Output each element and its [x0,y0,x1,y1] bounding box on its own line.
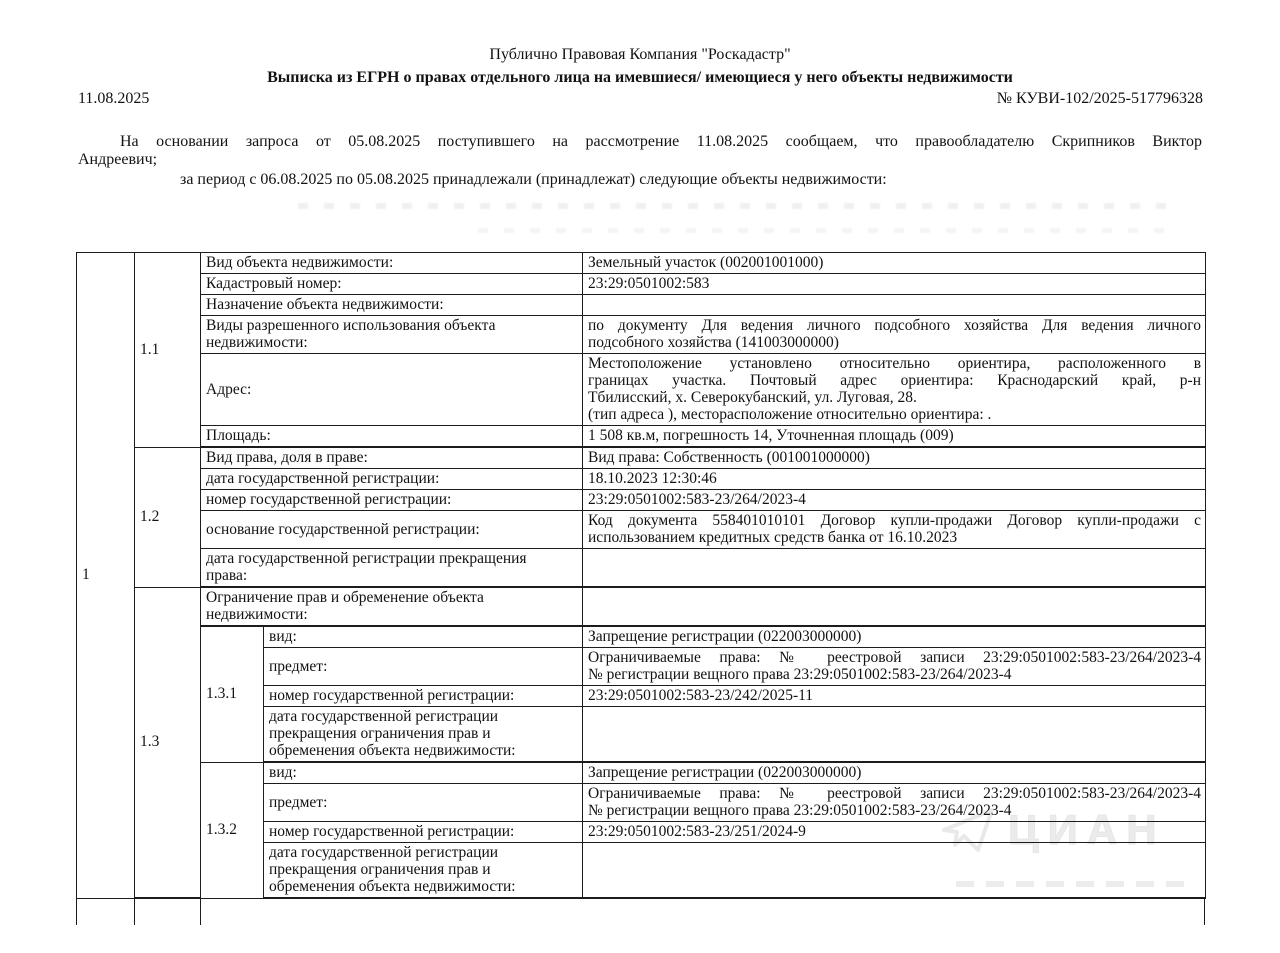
table-row [77,626,1206,648]
watermark-text: ЦИАН [1008,806,1166,853]
field-value-restrictions-header [583,587,1206,626]
section-number-1-3-1: 1.3.1 [201,626,264,762]
scan-artifact [298,203,1166,209]
field-label-restriction-term-date: дата государственной регистрации прекращения ограничения прав и обременения объекта недвижимости: [264,843,583,899]
field-label-restriction-term-date: дата государственной регистрации прекращения ограничения прав и обременения объекта недвижимости: [264,707,583,763]
table-continuation-line [200,899,201,925]
field-label-address: Адрес: [201,354,583,426]
field-value-object-kind: Земельный участок (002001001000) [583,253,1206,274]
organization-name: Публично Правовая Компания "Роскадастр" [489,46,791,63]
intro-paragraph [78,133,1202,168]
section-number-1-2: 1.2 [135,447,201,587]
egrn-objects-table [76,252,1206,899]
field-label-restriction-kind: вид: [264,626,583,648]
document-page [0,46,1280,895]
field-label-restriction-reg-number: номер государственной регистрации: [264,822,583,843]
field-label-right-term-date: дата государственной регистрации прекращения права: [201,549,583,588]
field-value-cadastral-number: 23:29:0501002:583 [583,274,1206,295]
field-label-object-kind: Вид объекта недвижимости: [201,253,583,274]
table-row [77,587,1206,626]
section-number-1-3: 1.3 [135,587,201,898]
section-number-1-3-2: 1.3.2 [201,762,264,898]
object-number-cell: 1 [77,253,135,899]
field-label-reg-basis: основание государственной регистрации: [201,511,583,549]
field-value-reg-date: 18.10.2023 12:30:46 [583,469,1206,490]
field-label-restriction-kind: вид: [264,762,583,784]
table-row [77,511,1206,549]
table-row [77,762,1206,784]
table-row [77,354,1206,426]
table-continuation-line [1204,899,1205,925]
field-label-reg-date: дата государственной регистрации: [201,469,583,490]
field-value-permitted-use: по документу Для ведения личного подсобного хозяйства Для ведения личного подсобного хозяйства (141003000000) [583,316,1206,354]
field-label-cadastral-number: Кадастровый номер: [201,274,583,295]
field-value-reg-number: 23:29:0501002:583-23/264/2023-4 [583,490,1206,511]
field-label-restriction-subject: предмет: [264,648,583,686]
document-date: 11.08.2025 [78,90,150,107]
field-value-area: 1 508 кв.м, погрешность 14, Уточненная площадь (009) [583,426,1206,448]
field-label-restriction-subject: предмет: [264,784,583,822]
document-number: № КУВИ-102/2025-517796328 [996,90,1203,107]
table-row [77,469,1206,490]
table-row [77,316,1206,354]
document-meta-line [78,90,1203,108]
field-value-reg-basis: Код документа 558401010101 Договор купли-продажи Договор купли-продажи с использованием кредитных средств банка от 16.10.2023 [583,511,1206,549]
table-continuation-line [76,899,77,925]
field-value-restriction-kind: Запрещение регистрации (022003000000) [583,626,1206,648]
field-label-restrictions-header: Ограничение прав и обременение объекта недвижимости: [201,587,583,626]
field-label-permitted-use: Виды разрешенного использования объекта недвижимости: [201,316,583,354]
table-row [77,274,1206,295]
scan-artifact [478,228,1166,233]
table-row [77,295,1206,316]
field-label-restriction-reg-number: номер государственной регистрации: [264,686,583,707]
table-row [77,549,1206,588]
field-label-reg-number: номер государственной регистрации: [201,490,583,511]
section-number-1-1: 1.1 [135,253,201,448]
field-value-restriction-reg-number: 23:29:0501002:583-23/251/2024-9 [583,822,1206,843]
field-value-restriction-reg-number: 23:29:0501002:583-23/242/2025-11 [583,686,1206,707]
field-label-area: Площадь: [201,426,583,448]
table-row [77,490,1206,511]
table-continuation-line [134,899,135,925]
field-label-purpose: Назначение объекта недвижимости: [201,295,583,316]
table-row [77,447,1206,469]
table-continuation-lines [76,899,1205,925]
field-value-right-term-date [583,549,1206,588]
table-row [77,426,1206,448]
field-value-purpose [583,295,1206,316]
field-value-restriction-kind: Запрещение регистрации (022003000000) [583,762,1206,784]
table-row [77,253,1206,274]
intro-line-2: Андреевич; [78,151,158,168]
field-value-restriction-term-date [583,843,1206,899]
period-statement: за период с 06.08.2025 по 05.08.2025 принадлежали (принадлежат) следующие объекты недвижимости: [180,171,887,188]
field-value-restriction-term-date [583,707,1206,763]
document-title: Выписка из ЕГРН о правах отдельного лица на имевшиеся/ имеющиеся у него объекты недвижимости [267,69,1013,86]
field-label-right-kind: Вид права, доля в праве: [201,447,583,469]
field-value-restriction-subject: Ограничиваемые права: № реестровой записи 23:29:0501002:583-23/264/2023-4 № регистрации вещного права 23:29:0501002:583-23/264/2023-4 [583,648,1206,686]
field-value-right-kind: Вид права: Собственность (001001000000) [583,447,1206,469]
intro-line-1: На основании запроса от 05.08.2025 поступившего на рассмотрение 11.08.2025 сообщаем, что правообладателю Скрипников Виктор [120,133,1202,150]
field-value-address: Местоположение установлено относительно ориентира, расположенного в границах участка. Почтовый адрес ориентира: Краснодарский край, р-н Тбилисский, х. Северокубанский, ул. Луговая, 28. (тип адреса ), месторасположение относительно ориентира: . [583,354,1206,426]
egrn-table-wrapper [76,252,1205,925]
field-value-restriction-subject: Ограничиваемые права: № реестровой записи 23:29:0501002:583-23/264/2023-4 № регистрации вещного права 23:29:0501002:583-23/264/2023-4 [583,784,1206,822]
